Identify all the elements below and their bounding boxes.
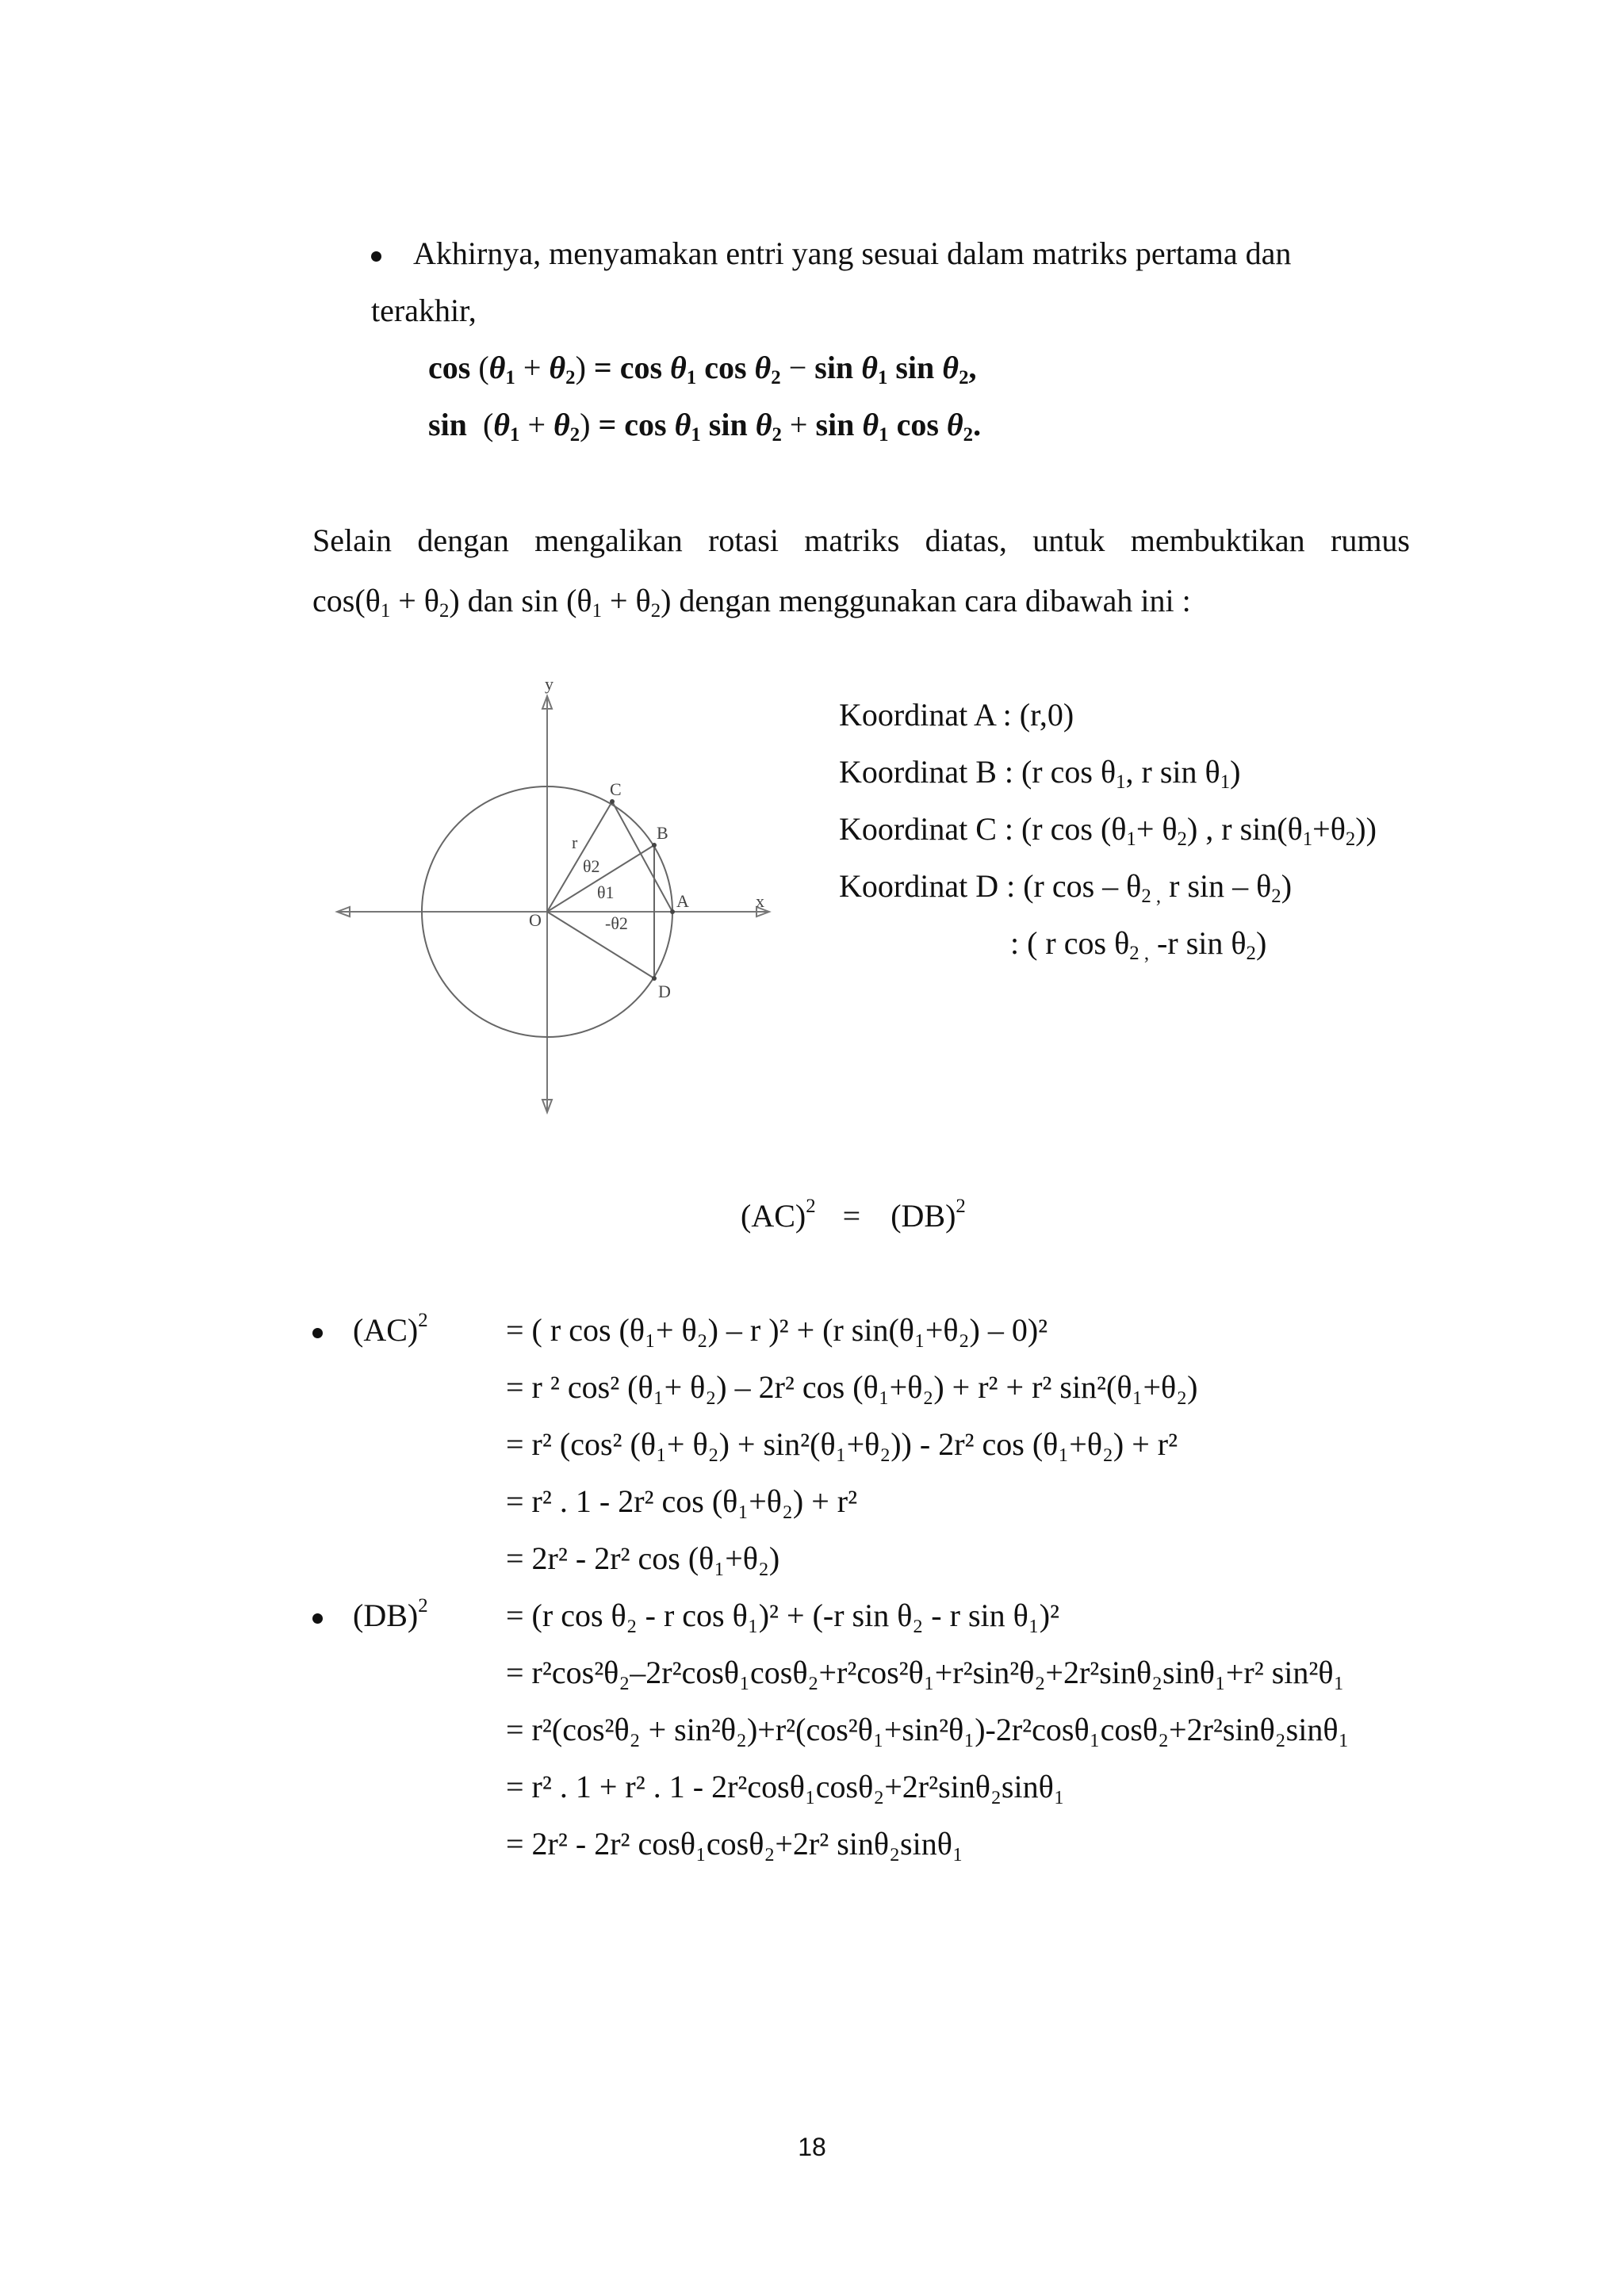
page-number: 18 xyxy=(798,2133,826,2161)
ac-line-2: = r ² cos² (θ₁+ θ₂) – 2r² cos (θ₁+θ₂) + r² + r² sin²(θ₁+θ₂) xyxy=(506,1369,1198,1405)
db-label: (DB)$^2$ xyxy=(312,1597,428,1635)
coord-d-simplified: : ( r $\cos \theta_2$ $_,$ -r $\sin \theta_2$) xyxy=(1010,925,1267,964)
bullet-text-line1: Akhirnya, menyamakan entri yang sesuai dalam matriks pertama dan xyxy=(413,235,1292,271)
label-x: x xyxy=(756,891,764,911)
label-theta2: θ2 xyxy=(583,856,600,876)
label-b: B xyxy=(657,823,668,843)
chord-ca xyxy=(612,802,672,912)
label-o: O xyxy=(529,910,542,930)
bullet-icon xyxy=(312,1613,323,1624)
db-line-5: = 2r² - 2r² cosθ₁cosθ₂+2r² sinθ₂sinθ₁ xyxy=(506,1826,963,1862)
bullet-text-line2: terakhir, xyxy=(371,293,477,328)
point-c xyxy=(610,799,615,804)
label-d: D xyxy=(658,982,671,1001)
bullet-icon xyxy=(312,1328,323,1338)
ac-line-3: = r² (cos² (θ₁+ θ₂) + sin²(θ₁+θ₂)) - 2r² cos (θ₁+θ₂) + r² xyxy=(506,1426,1178,1462)
coord-a: Koordinat A : (r,0) xyxy=(839,697,1074,733)
ac-line-5: = 2r² - 2r² cos (θ₁+θ₂) xyxy=(506,1540,780,1576)
ac-line-4: = r² . 1 - 2r² cos (θ₁+θ₂) + r² xyxy=(506,1483,858,1519)
label-c: C xyxy=(610,779,622,799)
label-neg-theta2: -θ2 xyxy=(605,913,628,933)
label-theta1: θ1 xyxy=(597,882,615,902)
coord-c: Koordinat C : (r $\cos (\theta_1+ \theta_2)$ , r $\sin(\theta_1+\theta_2)$) xyxy=(839,811,1377,850)
coord-d: Koordinat D : (r cos – $\theta_2$ $_,$ r sin – $\theta_2$) xyxy=(839,868,1293,907)
bullet-icon xyxy=(371,251,381,262)
label-r: r xyxy=(572,832,578,852)
bullet-item-conclusion xyxy=(371,235,1291,273)
paragraph-line1: Selain dengan mengalikan rotasi matriks diatas, untuk membuktikan rumus xyxy=(312,522,1410,558)
ac-label: (AC)$^2$ xyxy=(312,1311,428,1349)
point-d xyxy=(652,976,657,981)
identity-sin-sum: $\sin (\theta_1 + \theta_2) = \cos \theta_1$ $\sin \theta_2 + \sin \theta_1$ $\cos \theta_2$. xyxy=(428,407,982,446)
ac-line-1: = ( r cos (θ₁+ θ₂) – r )² + (r sin(θ₁+θ₂) – 0)² xyxy=(506,1312,1048,1348)
coord-b: Koordinat B : (r $\cos \theta_1$, r $\sin \theta_1$) xyxy=(839,754,1241,793)
label-y: y xyxy=(545,674,553,694)
identity-cos-sum: $\cos (\theta_1 + \theta_2) = \cos \theta_1$ $\cos \theta_2 - \sin \theta_1$ $\sin \theta_2$, xyxy=(428,350,977,388)
unit-circle-diagram xyxy=(321,672,789,1124)
point-b xyxy=(652,843,657,848)
db-line-4: = r² . 1 + r² . 1 - 2r²cosθ₁cosθ₂+2r²sinθ₂sinθ₁ xyxy=(506,1769,1065,1804)
db-line-2: = r²cos²θ₂–2r²cosθ₁cosθ₂+r²cos²θ₁+r²sin²θ₂+2r²sinθ₂sinθ₁+r² sin²θ₁ xyxy=(506,1655,1345,1690)
label-a: A xyxy=(676,891,689,911)
db-line-1: = (r cos θ₂ - r cos θ₁)² + (-r sin θ₂ - r sin θ₁)² xyxy=(506,1598,1060,1633)
db-line-3: = r²(cos²θ₂ + sin²θ₂)+r²(cos²θ₁+sin²θ₁)-2r²cosθ₁cosθ₂+2r²sinθ₂sinθ₁ xyxy=(506,1712,1350,1747)
point-a xyxy=(670,909,675,914)
paragraph-line2: $\cos(\theta_1 + \theta_2)$ dan $\sin (\theta_1 + \theta_2)$ dengan menggunakan cara dibawah ini : xyxy=(312,583,1191,622)
radius-od xyxy=(547,912,654,978)
center-equation: (AC)$^2$ = (DB)$^2$ xyxy=(741,1196,966,1234)
